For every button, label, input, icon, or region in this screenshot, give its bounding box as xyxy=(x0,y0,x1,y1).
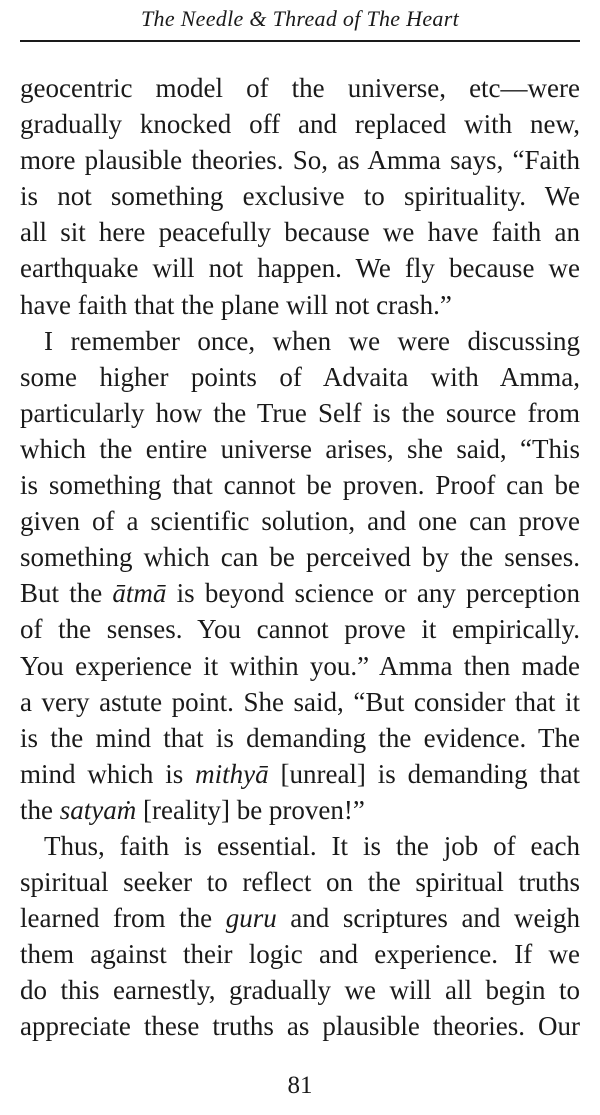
text-segment: of the senses. You cannot prove it empirically. xyxy=(20,614,580,645)
running-head xyxy=(20,4,580,42)
text-line xyxy=(20,539,580,575)
text-line xyxy=(20,359,580,395)
text-segment: more plausible theories. So, as Amma says, “Faith xyxy=(20,145,580,176)
text-segment: spiritual seeker to reflect on the spiritual truths xyxy=(20,867,580,898)
text-segment: particularly how the True Self is the source from xyxy=(20,397,580,428)
text-segment: I remember once, when we were discussing xyxy=(44,325,580,356)
italic-term: guru xyxy=(225,903,277,934)
text-line xyxy=(20,467,580,503)
text-segment: earthquake will not happen. We fly because we xyxy=(20,253,580,284)
text-line xyxy=(20,178,580,214)
text-segment: all sit here peacefully because we have faith an xyxy=(20,217,580,248)
text-line xyxy=(20,503,580,539)
text-segment: You experience it within you.” Amma then made xyxy=(20,650,580,681)
text-segment: is the mind that is demanding the evidence. The xyxy=(20,722,580,753)
text-segment: But the xyxy=(20,578,113,609)
text-line xyxy=(20,214,580,250)
text-segment: and scriptures and weigh xyxy=(276,903,581,934)
text-line xyxy=(20,828,580,864)
text-line xyxy=(20,575,580,611)
text-line xyxy=(20,250,580,286)
text-segment: is beyond science or any perception xyxy=(166,578,580,609)
text-segment: do this earnestly, gradually we will all begin to xyxy=(20,975,580,1006)
text-line xyxy=(20,395,580,431)
text-line xyxy=(20,756,580,792)
text-line xyxy=(20,106,580,142)
text-line xyxy=(20,323,580,359)
text-line xyxy=(20,611,580,647)
text-segment: learned from the xyxy=(20,903,226,934)
text-segment: something which can be perceived by the senses. xyxy=(20,542,580,573)
italic-term: mithyā xyxy=(195,758,269,789)
italic-term: satyaṁ xyxy=(59,794,137,825)
text-segment: gradually knocked off and replaced with new, xyxy=(20,109,580,140)
text-segment: mind which is xyxy=(20,758,196,789)
text-segment: [unreal] is demanding that xyxy=(268,758,580,789)
text-line xyxy=(20,70,580,106)
text-segment: is not something exclusive to spirituality. We xyxy=(20,181,580,212)
text-line xyxy=(20,142,580,178)
book-title: The Needle & Thread of The Heart xyxy=(141,6,459,31)
text-segment: them against their logic and experience. If we xyxy=(20,939,580,970)
text-line xyxy=(20,972,580,1008)
text-segment: is something that cannot be proven. Proof can be xyxy=(20,470,580,501)
text-segment: given of a scientific solution, and one can prove xyxy=(20,506,580,537)
text-line xyxy=(20,792,580,828)
text-line xyxy=(20,936,580,972)
page-number: 81 xyxy=(287,1072,313,1099)
text-segment: the xyxy=(20,794,60,825)
text-line xyxy=(20,684,580,720)
text-segment: a very astute point. She said, “But consider that it xyxy=(20,686,580,717)
body-text xyxy=(20,70,580,1045)
text-segment: which the entire universe arises, she said, “This xyxy=(20,433,580,464)
text-segment: some higher points of Advaita with Amma, xyxy=(20,361,580,392)
text-segment: appreciate these truths as plausible theories. Our xyxy=(20,1011,580,1042)
text-segment: [reality] be proven!” xyxy=(136,794,365,825)
italic-term: ātmā xyxy=(112,578,167,609)
text-line xyxy=(20,287,580,323)
text-segment: have faith that the plane will not crash.” xyxy=(20,289,452,320)
text-line xyxy=(20,1008,580,1044)
text-line xyxy=(20,864,580,900)
text-line xyxy=(20,900,580,936)
text-line xyxy=(20,431,580,467)
text-line xyxy=(20,648,580,684)
text-segment: Thus, faith is essential. It is the job of each xyxy=(44,830,580,861)
text-segment: geocentric model of the universe, etc—were xyxy=(20,73,580,103)
text-line xyxy=(20,720,580,756)
